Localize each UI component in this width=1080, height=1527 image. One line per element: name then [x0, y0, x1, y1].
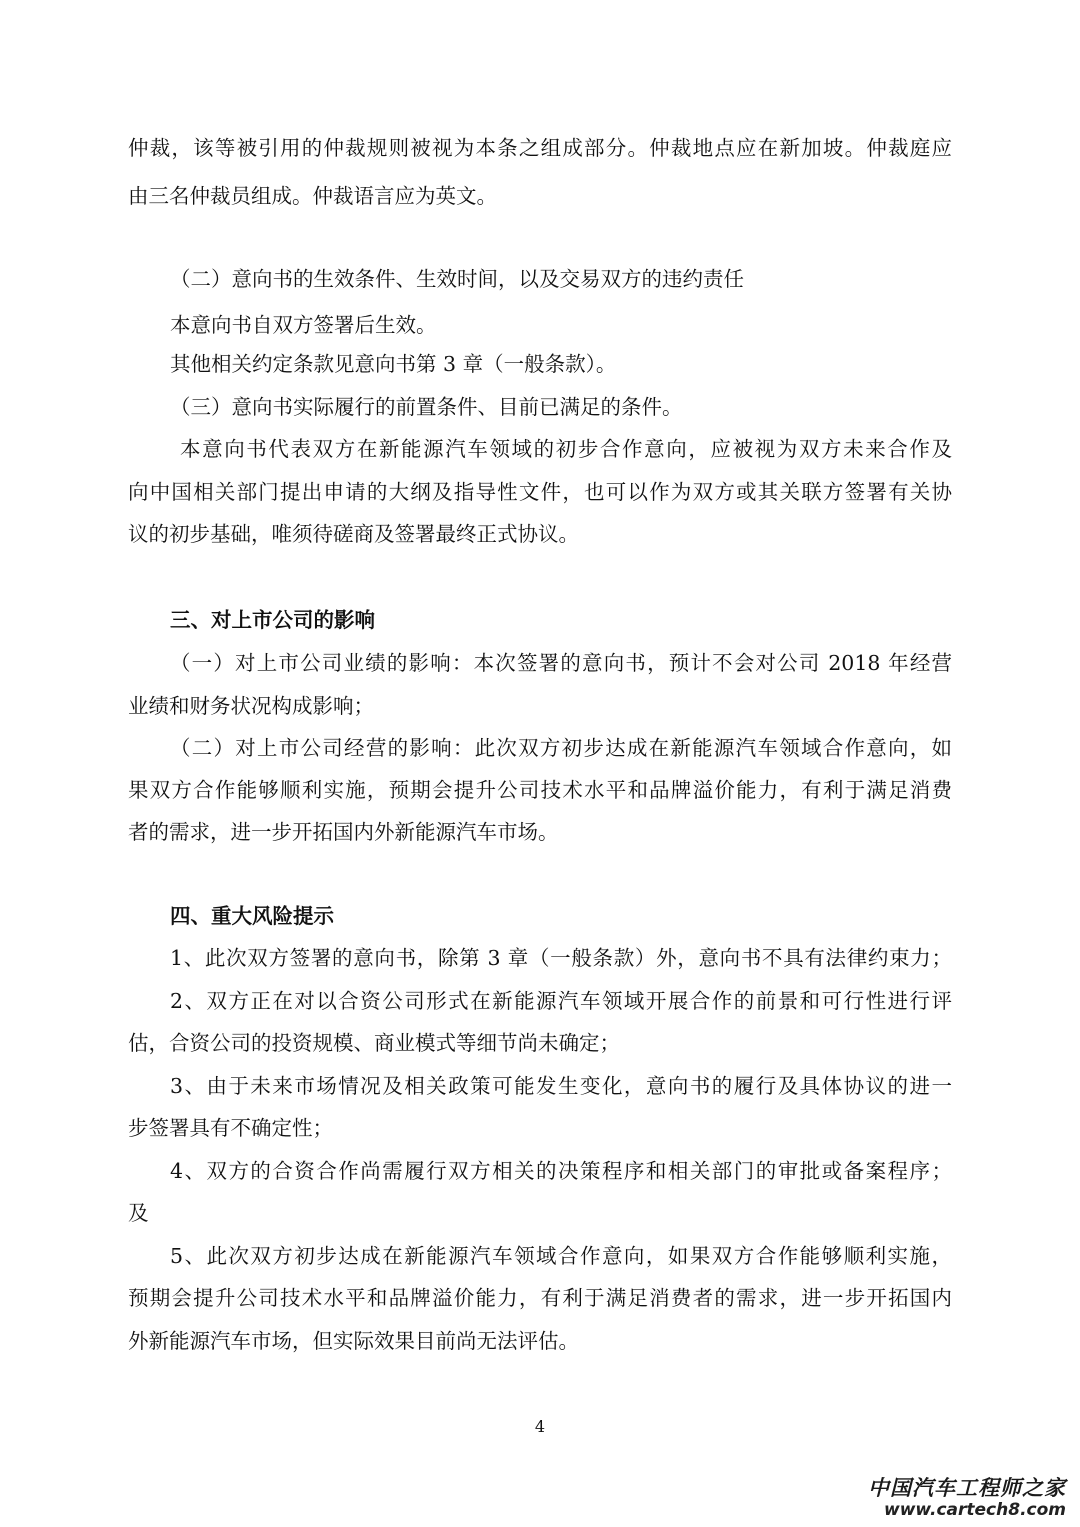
subsection-heading: （二）意向书的生效条件、生效时间，以及交易双方的违约责任 — [170, 267, 744, 291]
paragraph-line: 果双方合作能够顺利实施，预期会提升公司技术水平和品牌溢价能力，有利于满足消费 — [128, 778, 952, 802]
paragraph-line: 者的需求，进一步开拓国内外新能源汽车市场。 — [128, 820, 559, 844]
paragraph-line: 仲裁，该等被引用的仲裁规则被视为本条之组成部分。仲裁地点应在新加坡。仲裁庭应 — [128, 136, 952, 160]
paragraph-line: 向中国相关部门提出申请的大纲及指导性文件，也可以作为双方或其关联方签署有关协 — [128, 480, 952, 504]
paragraph-line: 本意向书自双方签署后生效。 — [170, 313, 437, 337]
paragraph-line: （一）对上市公司业绩的影响：本次签署的意向书，预计不会对公司 2018 年经营 — [170, 651, 952, 675]
paragraph-line: 1、此次双方签署的意向书，除第 3 章（一般条款）外，意向书不具有法律约束力； — [170, 946, 952, 970]
section-heading: 四、重大风险提示 — [170, 904, 334, 928]
paragraph-line: 5、此次双方初步达成在新能源汽车领域合作意向，如果双方合作能够顺利实施， — [170, 1244, 952, 1268]
subsection-heading: （三）意向书实际履行的前置条件、目前已满足的条件。 — [170, 395, 683, 419]
paragraph-line: 业绩和财务状况构成影响； — [128, 694, 374, 718]
paragraph-line: 2、双方正在对以合资公司形式在新能源汽车领域开展合作的前景和可行性进行评 — [170, 989, 952, 1013]
watermark-title: 中国汽车工程师之家 — [868, 1476, 1066, 1500]
paragraph-line: 本意向书代表双方在新能源汽车领域的初步合作意向，应被视为双方未来合作及 — [180, 437, 952, 461]
paragraph-line: 估，合资公司的投资规模、商业模式等细节尚未确定； — [128, 1031, 620, 1055]
watermark-url: www.cartech8.com — [883, 1500, 1066, 1520]
paragraph-line: 外新能源汽车市场，但实际效果目前尚无法评估。 — [128, 1329, 579, 1353]
paragraph-line: （二）对上市公司经营的影响：此次双方初步达成在新能源汽车领域合作意向，如 — [170, 736, 952, 760]
paragraph-line: 其他相关约定条款见意向书第 3 章（一般条款）。 — [170, 352, 617, 376]
paragraph-line: 预期会提升公司技术水平和品牌溢价能力，有利于满足消费者的需求，进一步开拓国内 — [128, 1286, 952, 1310]
paragraph-line: 由三名仲裁员组成。仲裁语言应为英文。 — [128, 184, 497, 208]
paragraph-line: 步签署具有不确定性； — [128, 1116, 333, 1140]
page-number: 4 — [534, 1417, 546, 1436]
paragraph-line: 4、双方的合资合作尚需履行双方相关的决策程序和相关部门的审批或备案程序； — [170, 1159, 952, 1183]
watermark — [868, 1476, 1066, 1520]
paragraph-line: 及 — [128, 1201, 149, 1225]
section-heading: 三、对上市公司的影响 — [170, 608, 375, 632]
paragraph-line: 议的初步基础，唯须待磋商及签署最终正式协议。 — [128, 522, 579, 546]
paragraph-line: 3、由于未来市场情况及相关政策可能发生变化，意向书的履行及具体协议的进一 — [170, 1074, 952, 1098]
